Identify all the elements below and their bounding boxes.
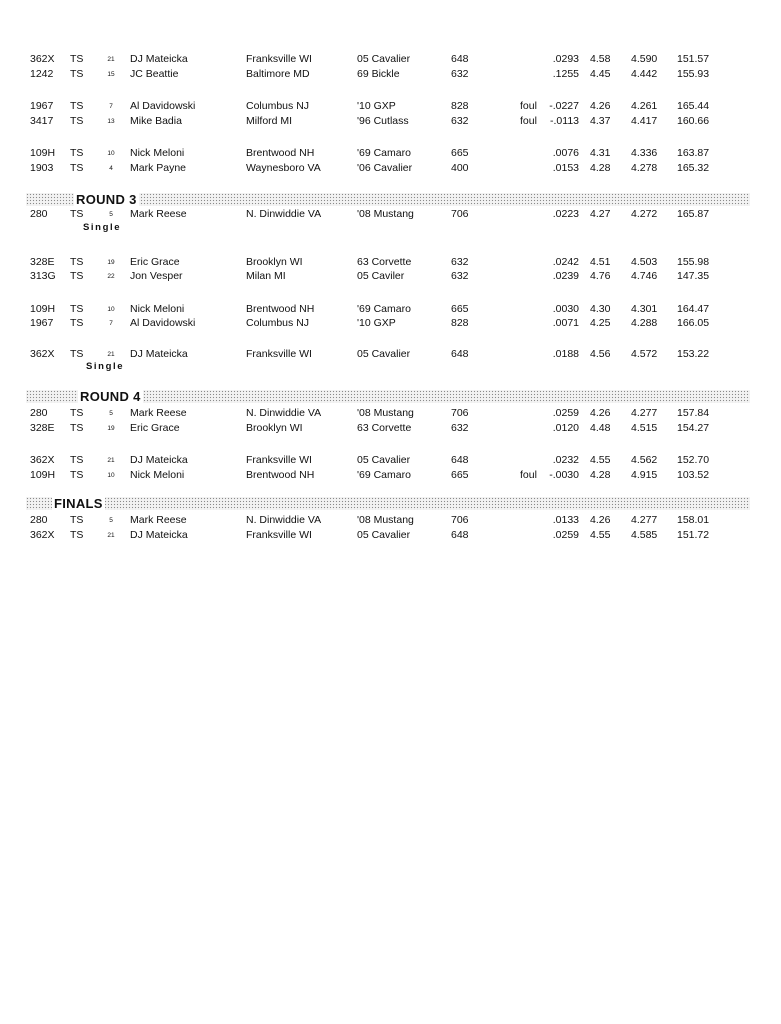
foul-marker: foul (520, 115, 537, 127)
car-number: 362X (30, 529, 55, 541)
speed-mph: 152.70 (677, 454, 710, 466)
engine-size: 706 (451, 407, 469, 419)
sixty-foot-time: 4.51 (590, 256, 611, 268)
elapsed-time: 4.288 (631, 317, 658, 329)
hometown: Waynesboro VA (246, 162, 321, 174)
class-code: TS (70, 115, 84, 127)
elapsed-time: 4.261 (631, 100, 658, 112)
car-number: 280 (30, 208, 48, 220)
car-number: 109H (30, 469, 56, 481)
reaction-time: -.0227 (549, 100, 579, 112)
reaction-time: .0293 (552, 53, 579, 65)
lane-number: 21 (107, 457, 115, 464)
car-model: 63 Corvette (357, 256, 412, 268)
class-code: TS (70, 68, 84, 80)
reaction-time: .0071 (552, 317, 579, 329)
lane-number: 5 (109, 211, 113, 218)
reaction-time: .0242 (552, 256, 579, 268)
sixty-foot-time: 4.48 (590, 422, 611, 434)
elapsed-time: 4.417 (631, 115, 658, 127)
sixty-foot-time: 4.26 (590, 100, 611, 112)
elapsed-time: 4.746 (631, 270, 658, 282)
hometown: Columbus NJ (246, 100, 310, 112)
hometown: Columbus NJ (246, 317, 310, 329)
speed-mph: 103.52 (677, 469, 710, 481)
result-row (0, 468, 781, 483)
driver-name: Jon Vesper (130, 270, 183, 282)
elapsed-time: 4.585 (631, 529, 658, 541)
sixty-foot-time: 4.58 (590, 53, 611, 65)
class-code: TS (70, 270, 84, 282)
driver-name: Mike Badia (130, 115, 182, 127)
round-header-bar (26, 497, 750, 510)
elapsed-time: 4.562 (631, 454, 658, 466)
speed-mph: 153.22 (677, 348, 710, 360)
engine-size: 632 (451, 256, 469, 268)
car-model: '96 Cutlass (357, 115, 409, 127)
sixty-foot-time: 4.56 (590, 348, 611, 360)
lane-number: 7 (109, 103, 113, 110)
class-code: TS (70, 407, 84, 419)
car-number: 313G (30, 270, 56, 282)
engine-size: 648 (451, 454, 469, 466)
engine-size: 632 (451, 422, 469, 434)
car-model: 05 Caviler (357, 270, 405, 282)
hometown: Franksville WI (246, 454, 312, 466)
car-model: '69 Camaro (357, 147, 411, 159)
car-number: 280 (30, 407, 48, 419)
result-row (0, 99, 781, 114)
engine-size: 828 (451, 100, 469, 112)
lane-number: 4 (109, 165, 113, 172)
elapsed-time: 4.336 (631, 147, 658, 159)
driver-name: Nick Meloni (130, 303, 185, 315)
speed-mph: 165.44 (677, 100, 710, 112)
engine-size: 648 (451, 53, 469, 65)
car-model: '08 Mustang (357, 407, 414, 419)
sixty-foot-time: 4.55 (590, 454, 611, 466)
engine-size: 648 (451, 348, 469, 360)
result-row (0, 453, 781, 468)
result-row (0, 421, 781, 436)
sixty-foot-time: 4.55 (590, 529, 611, 541)
engine-size: 665 (451, 303, 469, 315)
class-code: TS (70, 422, 84, 434)
engine-size: 828 (451, 317, 469, 329)
elapsed-time: 4.503 (631, 256, 658, 268)
reaction-time: .0188 (552, 348, 579, 360)
hometown: Franksville WI (246, 529, 312, 541)
speed-mph: 155.93 (677, 68, 710, 80)
speed-mph: 151.57 (677, 53, 710, 65)
reaction-time: -.0030 (549, 469, 579, 481)
driver-name: JC Beattie (130, 68, 179, 80)
class-code: TS (70, 147, 84, 159)
reaction-time: .0223 (552, 208, 579, 220)
reaction-time: .0232 (552, 454, 579, 466)
driver-name: DJ Mateicka (130, 348, 188, 360)
driver-name: DJ Mateicka (130, 454, 188, 466)
engine-size: 706 (451, 208, 469, 220)
car-model: 05 Cavalier (357, 454, 411, 466)
car-model: 05 Cavalier (357, 348, 411, 360)
engine-size: 632 (451, 68, 469, 80)
lane-number: 13 (107, 118, 115, 125)
speed-mph: 155.98 (677, 256, 710, 268)
car-model: '10 GXP (357, 100, 396, 112)
elapsed-time: 4.277 (631, 514, 658, 526)
lane-number: 21 (107, 351, 115, 358)
elapsed-time: 4.515 (631, 422, 658, 434)
engine-size: 648 (451, 529, 469, 541)
speed-mph: 163.87 (677, 147, 710, 159)
lane-number: 5 (109, 410, 113, 417)
lane-number: 22 (107, 273, 115, 280)
driver-name: Nick Meloni (130, 147, 185, 159)
class-code: TS (70, 100, 84, 112)
car-number: 109H (30, 147, 56, 159)
speed-mph: 147.35 (677, 270, 710, 282)
result-row (0, 207, 781, 222)
sixty-foot-time: 4.37 (590, 115, 611, 127)
elapsed-time: 4.277 (631, 407, 658, 419)
car-number: 362X (30, 348, 55, 360)
reaction-time: .0153 (552, 162, 579, 174)
speed-mph: 157.84 (677, 407, 710, 419)
result-row (0, 302, 781, 317)
hometown: Franksville WI (246, 348, 312, 360)
reaction-time: .0030 (552, 303, 579, 315)
hometown: Brooklyn WI (246, 256, 303, 268)
lane-number: 5 (109, 517, 113, 524)
result-row (0, 347, 781, 362)
class-code: TS (70, 303, 84, 315)
driver-name: DJ Mateicka (130, 529, 188, 541)
car-number: 328E (30, 256, 55, 268)
round-title: ROUND 4 (80, 389, 141, 404)
engine-size: 706 (451, 514, 469, 526)
car-number: 1967 (30, 317, 54, 329)
result-row (0, 269, 781, 284)
engine-size: 632 (451, 115, 469, 127)
sixty-foot-time: 4.28 (590, 162, 611, 174)
speed-mph: 151.72 (677, 529, 710, 541)
round-title: FINALS (54, 496, 103, 511)
foul-marker: foul (520, 100, 537, 112)
car-number: 3417 (30, 115, 54, 127)
lane-number: 21 (107, 56, 115, 63)
elapsed-time: 4.590 (631, 53, 658, 65)
driver-name: Mark Reese (130, 208, 187, 220)
round-header-bar (26, 390, 750, 403)
speed-mph: 160.66 (677, 115, 710, 127)
driver-name: DJ Mateicka (130, 53, 188, 65)
sixty-foot-time: 4.45 (590, 68, 611, 80)
car-model: 69 Bickle (357, 68, 400, 80)
lane-number: 10 (107, 150, 115, 157)
result-row (0, 255, 781, 270)
lane-number: 10 (107, 472, 115, 479)
driver-name: Mark Payne (130, 162, 187, 174)
hometown: Milford MI (246, 115, 293, 127)
engine-size: 400 (451, 162, 469, 174)
sixty-foot-time: 4.31 (590, 147, 611, 159)
class-code: TS (70, 53, 84, 65)
hometown: Franksville WI (246, 53, 312, 65)
class-code: TS (70, 256, 84, 268)
sixty-foot-time: 4.30 (590, 303, 611, 315)
car-number: 1242 (30, 68, 54, 80)
car-number: 362X (30, 53, 55, 65)
class-code: TS (70, 348, 84, 360)
driver-name: Al Davidowski (130, 317, 196, 329)
result-row (0, 528, 781, 543)
elapsed-time: 4.272 (631, 208, 658, 220)
hometown: Brentwood NH (246, 303, 315, 315)
speed-mph: 165.87 (677, 208, 710, 220)
car-number: 280 (30, 514, 48, 526)
driver-name: Eric Grace (130, 422, 180, 434)
sixty-foot-time: 4.28 (590, 469, 611, 481)
car-number: 109H (30, 303, 56, 315)
result-row (0, 406, 781, 421)
reaction-time: .0259 (552, 529, 579, 541)
car-number: 1967 (30, 100, 54, 112)
car-model: '08 Mustang (357, 208, 414, 220)
speed-mph: 166.05 (677, 317, 710, 329)
hometown: Brooklyn WI (246, 422, 303, 434)
hometown: Brentwood NH (246, 147, 315, 159)
reaction-time: .0120 (552, 422, 579, 434)
class-code: TS (70, 529, 84, 541)
class-code: TS (70, 317, 84, 329)
speed-mph: 154.27 (677, 422, 710, 434)
class-code: TS (70, 469, 84, 481)
elapsed-time: 4.278 (631, 162, 658, 174)
sixty-foot-time: 4.27 (590, 208, 611, 220)
car-number: 362X (30, 454, 55, 466)
speed-mph: 164.47 (677, 303, 710, 315)
speed-mph: 165.32 (677, 162, 710, 174)
class-code: TS (70, 162, 84, 174)
driver-name: Eric Grace (130, 256, 180, 268)
driver-name: Nick Meloni (130, 469, 185, 481)
car-model: '08 Mustang (357, 514, 414, 526)
class-code: TS (70, 514, 84, 526)
engine-size: 632 (451, 270, 469, 282)
car-model: 63 Corvette (357, 422, 412, 434)
hometown: Brentwood NH (246, 469, 315, 481)
lane-number: 19 (107, 425, 115, 432)
hometown: N. Dinwiddie VA (246, 208, 322, 220)
result-row (0, 513, 781, 528)
sixty-foot-time: 4.25 (590, 317, 611, 329)
car-number: 328E (30, 422, 55, 434)
reaction-time: .0259 (552, 407, 579, 419)
car-model: 05 Cavalier (357, 53, 411, 65)
driver-name: Mark Reese (130, 514, 187, 526)
single-run-note: Single (83, 222, 122, 233)
lane-number: 15 (107, 71, 115, 78)
result-row (0, 146, 781, 161)
car-number: 1903 (30, 162, 54, 174)
reaction-time: .0133 (552, 514, 579, 526)
sixty-foot-time: 4.76 (590, 270, 611, 282)
elapsed-time: 4.442 (631, 68, 658, 80)
sixty-foot-time: 4.26 (590, 514, 611, 526)
result-row (0, 52, 781, 67)
elapsed-time: 4.572 (631, 348, 658, 360)
hometown: N. Dinwiddie VA (246, 514, 322, 526)
lane-number: 10 (107, 306, 115, 313)
result-row (0, 161, 781, 176)
class-code: TS (70, 208, 84, 220)
foul-marker: foul (520, 469, 537, 481)
single-run-note: Single (86, 361, 125, 372)
reaction-time: .0076 (552, 147, 579, 159)
speed-mph: 158.01 (677, 514, 710, 526)
engine-size: 665 (451, 469, 469, 481)
lane-number: 21 (107, 532, 115, 539)
elapsed-time: 4.301 (631, 303, 658, 315)
reaction-time: .0239 (552, 270, 579, 282)
reaction-time: -.0113 (550, 115, 579, 127)
class-code: TS (70, 454, 84, 466)
car-model: '69 Camaro (357, 303, 411, 315)
round-title: ROUND 3 (76, 192, 137, 207)
car-model: '69 Camaro (357, 469, 411, 481)
round-header-bar (26, 193, 750, 206)
result-row (0, 67, 781, 82)
engine-size: 665 (451, 147, 469, 159)
car-model: '06 Cavalier (357, 162, 413, 174)
sixty-foot-time: 4.26 (590, 407, 611, 419)
elapsed-time: 4.915 (631, 469, 658, 481)
hometown: Baltimore MD (246, 68, 310, 80)
lane-number: 7 (109, 320, 113, 327)
driver-name: Al Davidowski (130, 100, 196, 112)
result-row (0, 316, 781, 331)
result-row (0, 114, 781, 129)
driver-name: Mark Reese (130, 407, 187, 419)
reaction-time: .1255 (552, 68, 579, 80)
hometown: Milan MI (246, 270, 286, 282)
lane-number: 19 (107, 259, 115, 266)
hometown: N. Dinwiddie VA (246, 407, 322, 419)
car-model: '10 GXP (357, 317, 396, 329)
car-model: 05 Cavalier (357, 529, 411, 541)
